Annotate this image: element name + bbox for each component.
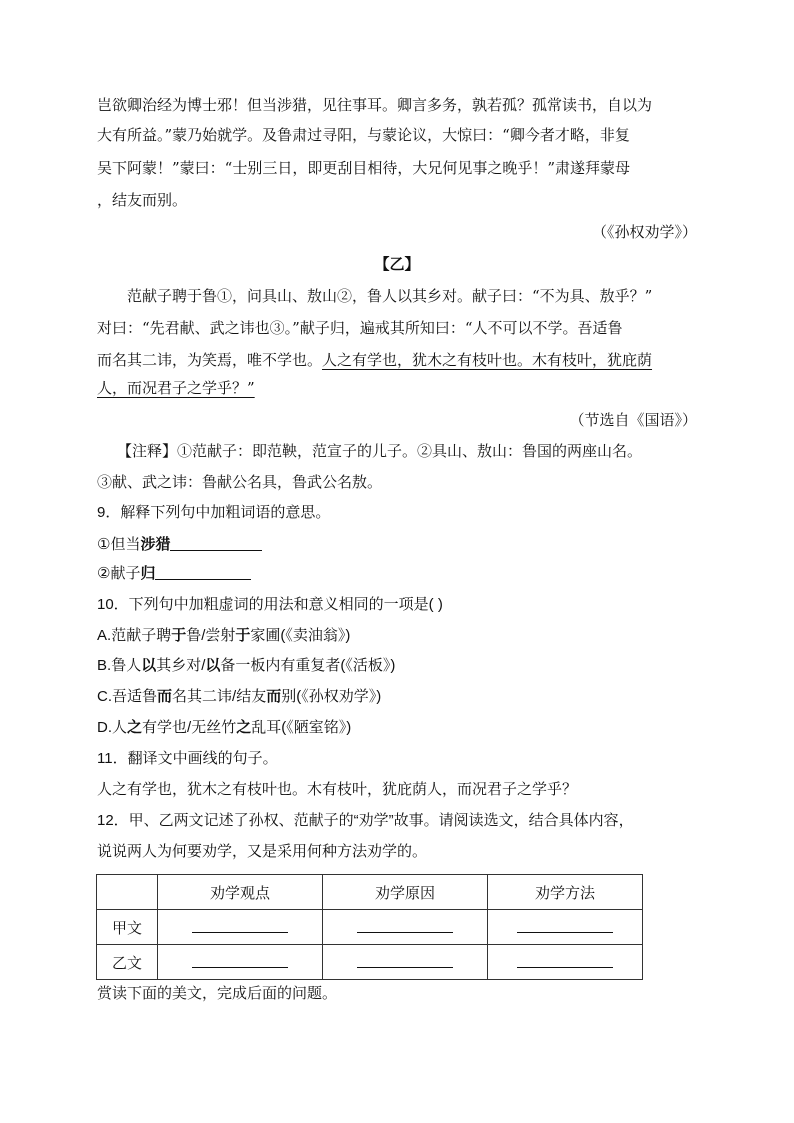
table-answer-cell[interactable] [158, 945, 323, 980]
table-row [97, 910, 643, 945]
q10-d-text-3: 乱耳(《陋室铭》) [251, 719, 352, 736]
q10-stem: 10．下列句中加粗虚词的用法和意义相同的一项是( ) [97, 596, 443, 613]
jia-source: （《孙权劝学》） [591, 223, 697, 241]
yi-line-3 [97, 350, 652, 370]
table-answer-cell[interactable] [323, 945, 488, 980]
q12-stem-line-2: 说说两人为何要劝学，又是采用何种方法劝学的。 [97, 843, 428, 860]
jia-line-1: 岂欲卿治经为博士邪！但当涉猎，见往事耳。卿言多务，孰若孤？孤常读书，自以为 [97, 96, 653, 114]
q10-option-a-letter: A. [97, 627, 112, 644]
q10-d-bold-1: 之 [127, 719, 143, 736]
q10-a-text-3: 家圃(《卖油翁》) [250, 627, 351, 644]
q10-a-text-2: 鲁/尝射 [186, 627, 236, 644]
answer-blank[interactable] [192, 953, 288, 968]
yi-note-1: 【注释】①范献子：即范鞅，范宣子的儿子。②具山、敖山：鲁国的两座山名。 [117, 442, 643, 460]
yi-source: （节选自《国语》） [569, 411, 697, 429]
answer-blank[interactable] [517, 918, 613, 933]
table-corner-cell [97, 875, 158, 910]
yi-line-2: 对曰：“先君献、武之讳也③。”献子归，遍戒其所知曰：“人不可以不学。吾适鲁 [97, 319, 623, 337]
q10-c-bold-1: 而 [157, 688, 173, 705]
q10-d-bold-2: 之 [236, 719, 252, 736]
yi-line-3-plain: 而名其二讳，为笑焉，唯不学也。 [97, 351, 323, 369]
q10-a-bold-1: 于 [171, 627, 187, 644]
q10-option-c-letter: C. [97, 688, 112, 705]
answer-blank[interactable] [357, 953, 453, 968]
q9-stem: 9．解释下列句中加粗词语的意思。 [97, 504, 331, 521]
answer-blank[interactable] [357, 918, 453, 933]
next-section-prompt: 赏读下面的美文，完成后面的问题。 [97, 985, 338, 1002]
q10-option-d-letter: D. [97, 719, 112, 736]
yi-line-1: 范献子聘于鲁①，问具山、敖山②，鲁人以其乡对。献子曰：“不为具、敖乎？” [127, 287, 653, 305]
table-answer-cell[interactable] [158, 910, 323, 945]
q10-d-text-2: 有学也/无丝竹 [142, 719, 237, 736]
q9-item-1-bold: 涉猎 [140, 536, 171, 553]
table-header-row [97, 875, 643, 910]
answer-blank[interactable] [517, 953, 613, 968]
q10-option-a[interactable] [97, 626, 350, 646]
table-header-cell: 劝学观点 [158, 875, 323, 910]
yi-note-2: ③献、武之讳：鲁献公名具，鲁武公名敖。 [97, 473, 383, 491]
q10-a-bold-2: 于 [235, 627, 251, 644]
q9-answer-blank-2[interactable] [155, 565, 251, 580]
q11-stem: 11．翻译文中画线的句子。 [97, 750, 278, 767]
q10-c-text-3: 别(《孙权劝学》) [281, 688, 382, 705]
q12-stem-line-1: 12．甲、乙两文记述了孙权、范献子的“劝学”故事。请阅读选文，结合具体内容， [97, 812, 634, 829]
table-row [97, 945, 643, 980]
table-row-label: 甲文 [97, 910, 158, 945]
q10-b-text-2: 其乡对/ [156, 657, 206, 674]
q9-item-2-bold: 归 [140, 565, 156, 582]
q9-item-1-prefix: ①但当 [97, 536, 141, 553]
table-header-cell: 劝学方法 [488, 875, 643, 910]
table-header-cell: 劝学原因 [323, 875, 488, 910]
table-answer-cell[interactable] [488, 945, 643, 980]
q10-d-text-1: 人 [112, 719, 128, 736]
yi-line-4 [97, 378, 255, 398]
q10-option-b[interactable] [97, 656, 395, 676]
q9-item-2-prefix: ②献子 [97, 565, 141, 582]
jia-line-2: 大有所益。”蒙乃始就学。及鲁肃过寻阳，与蒙论议，大惊曰：“卿今者才略，非复 [97, 126, 630, 144]
q10-c-bold-2: 而 [266, 688, 282, 705]
answer-blank[interactable] [192, 918, 288, 933]
q10-b-bold-1: 以 [141, 657, 157, 674]
q10-option-d[interactable] [97, 718, 351, 738]
q10-b-bold-2: 以 [205, 657, 221, 674]
jia-line-4: ，结友而别。 [97, 191, 188, 209]
table-row-label: 乙文 [97, 945, 158, 980]
q9-item-1 [97, 535, 262, 555]
jia-line-3: 吴下阿蒙！”蒙曰：“士别三日，即更刮目相待，大兄何见事之晚乎！”肃遂拜蒙母 [97, 159, 631, 177]
q10-c-text-1: 吾适鲁 [112, 688, 158, 705]
q10-a-text-1: 范献子聘 [111, 627, 172, 644]
yi-heading: 【乙】 [374, 255, 420, 273]
q9-answer-blank-1[interactable] [170, 536, 262, 551]
q10-b-text-1: 鲁人 [111, 657, 142, 674]
q11-sentence: 人之有学也，犹木之有枝叶也。木有枝叶，犹庇荫人，而况君子之学乎？ [97, 781, 578, 798]
q10-option-c[interactable] [97, 687, 381, 707]
q10-b-text-3: 备一板内有重复者(《活板》) [220, 657, 396, 674]
q12-answer-table [96, 874, 643, 980]
table-answer-cell[interactable] [323, 910, 488, 945]
q10-c-text-2: 名其二讳/结友 [172, 688, 267, 705]
table-answer-cell[interactable] [488, 910, 643, 945]
q10-option-b-letter: B. [97, 657, 112, 674]
yi-line-3-underlined: 人之有学也，犹木之有枝叶也。木有枝叶，犹庇荫 [322, 351, 653, 369]
q9-item-2 [97, 564, 251, 584]
yi-line-4-underlined: 人，而况君子之学乎？” [97, 379, 255, 397]
